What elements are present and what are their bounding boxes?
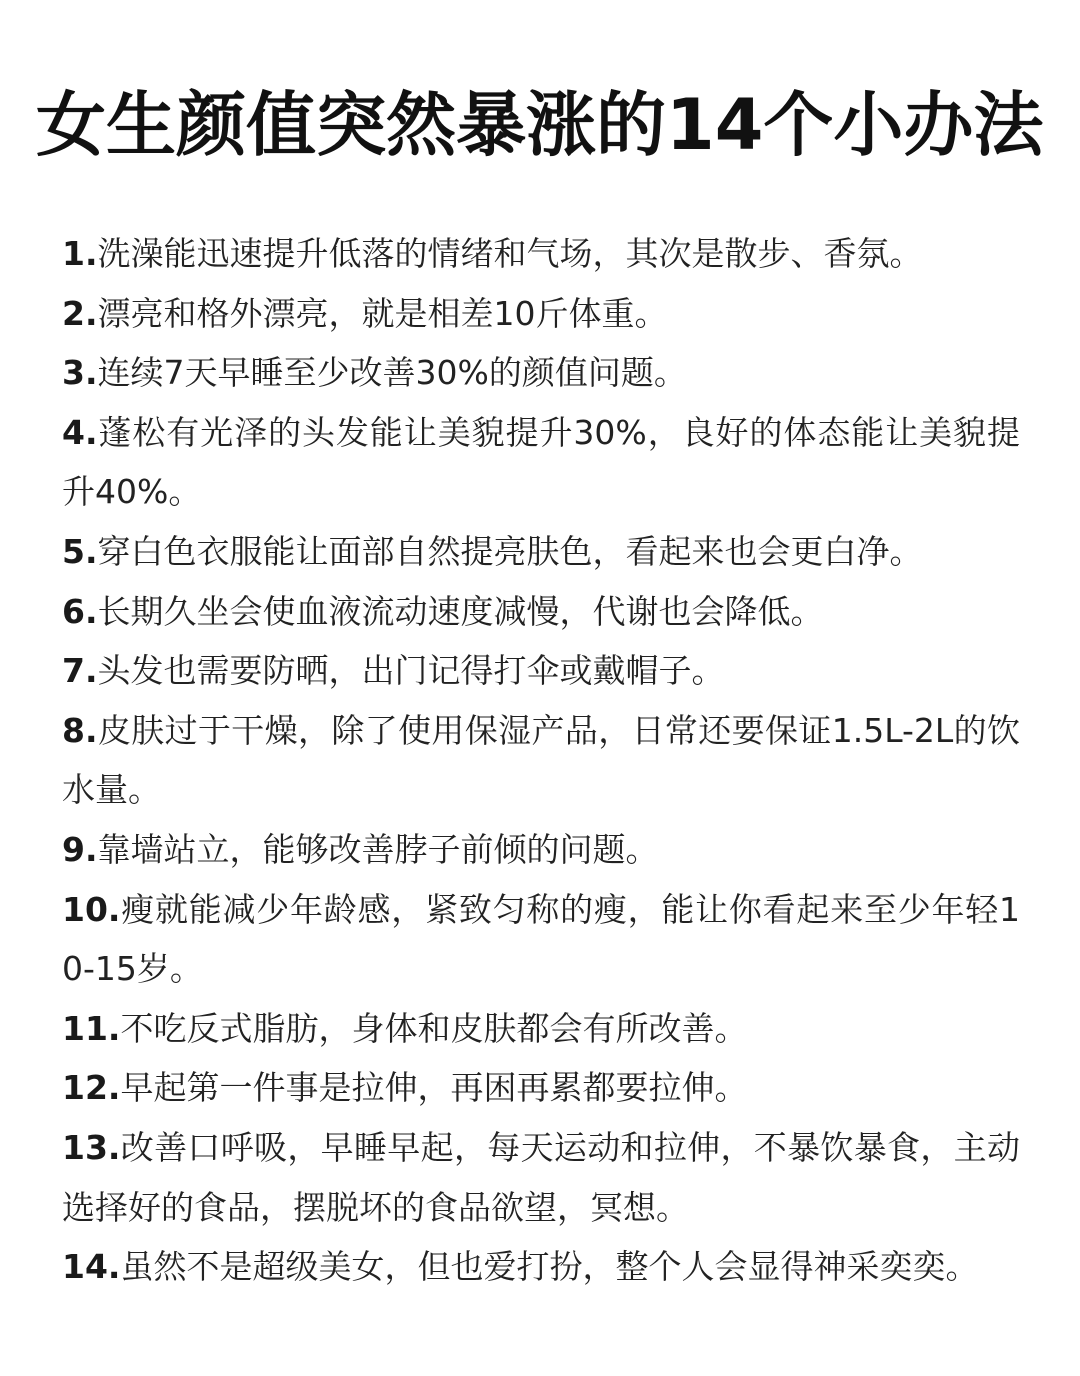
item-number: 4. — [62, 412, 98, 452]
item-text: 虽然不是超级美女，但也爱打扮，整个人会显得神采奕奕。 — [120, 1247, 979, 1287]
list-item — [62, 1058, 1020, 1118]
list-item — [62, 522, 1020, 582]
item-text: 长期久坐会使血液流动速度减慢，代谢也会降低。 — [97, 591, 824, 631]
item-number: 14. — [62, 1247, 121, 1287]
list-item — [62, 701, 1020, 820]
item-text: 皮肤过于干燥，除了使用保湿产品，日常还要保证1.5L-2L的饮水量。 — [62, 710, 1020, 810]
item-number: 3. — [62, 353, 98, 393]
list-item — [62, 403, 1020, 522]
list-item — [62, 641, 1020, 701]
item-number: 6. — [62, 591, 98, 631]
item-number: 8. — [62, 710, 98, 750]
list-item — [62, 343, 1020, 403]
item-number: 5. — [62, 531, 98, 571]
item-text: 不吃反式脂肪，身体和皮肤都会有所改善。 — [120, 1008, 748, 1048]
item-text: 瘦就能减少年龄感，紧致匀称的瘦，能让你看起来至少年轻10-15岁。 — [62, 889, 1020, 989]
item-text: 头发也需要防晒，出门记得打伞或戴帽子。 — [97, 651, 725, 691]
list-item — [62, 224, 1020, 284]
item-text: 穿白色衣服能让面部自然提亮肤色，看起来也会更白净。 — [97, 531, 923, 571]
list-item — [62, 880, 1020, 999]
item-number: 2. — [62, 293, 98, 333]
item-number: 11. — [62, 1008, 121, 1048]
page-title: 女生颜值突然暴涨的14个小办法 — [36, 84, 1044, 166]
item-number: 1. — [62, 234, 98, 273]
item-text: 靠墙站立，能够改善脖子前倾的问题。 — [97, 829, 659, 869]
item-text: 连续7天早睡至少改善30%的颜值问题。 — [97, 353, 687, 393]
item-text: 早起第一件事是拉伸，再困再累都要拉伸。 — [120, 1068, 748, 1108]
item-number: 12. — [62, 1068, 121, 1108]
item-number: 7. — [62, 651, 98, 691]
list-item — [62, 284, 1020, 344]
item-text: 洗澡能迅速提升低落的情绪和气场，其次是散步、香氛。 — [97, 234, 923, 273]
list-item — [62, 999, 1020, 1059]
list-item — [62, 582, 1020, 642]
list-item — [62, 820, 1020, 880]
list-item — [62, 1237, 1020, 1297]
item-number: 10. — [62, 889, 121, 929]
list-item — [62, 1118, 1020, 1237]
item-text: 蓬松有光泽的头发能让美貌提升30%，良好的体态能让美貌提升40%。 — [62, 412, 1020, 512]
item-number: 13. — [62, 1127, 121, 1167]
item-number: 9. — [62, 829, 98, 869]
item-text: 改善口呼吸，早睡早起，每天运动和拉伸，不暴饮暴食，主动选择好的食品，摆脱坏的食品欲望，冥想。 — [62, 1127, 1020, 1227]
item-text: 漂亮和格外漂亮，就是相差10斤体重。 — [97, 293, 668, 333]
tips-list — [62, 224, 1020, 1297]
